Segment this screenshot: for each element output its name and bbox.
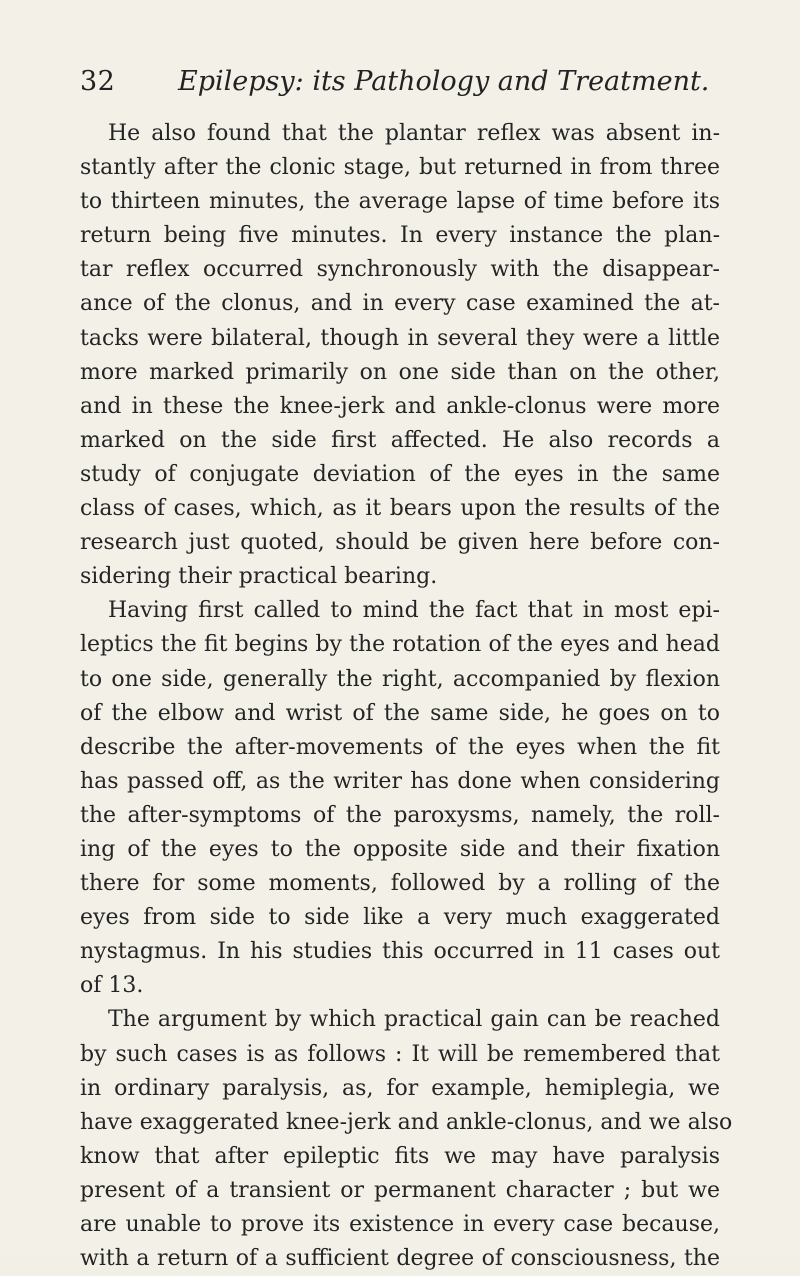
paragraph xyxy=(80,117,720,594)
text-line: of the elbow and wrist of the same side, he goes on to xyxy=(80,700,720,726)
text-line: are unable to prove its existence in every case because, xyxy=(80,1212,720,1237)
body-text xyxy=(80,117,733,1276)
text-line: Having first called to mind the fact that in most epi- xyxy=(108,598,720,624)
text-line: tar reflex occurred synchronously with the disappear- xyxy=(80,257,720,283)
text-line: eyes from side to side like a very much exaggerated xyxy=(80,905,720,931)
text-line: more marked primarily on one side than on the other, xyxy=(80,359,720,385)
text-line: class of cases, which, as it bears upon the results of the xyxy=(80,496,720,522)
text-line: by such cases is as follows : It will be remembered that xyxy=(80,1041,720,1067)
text-line: in ordinary paralysis, as, for example, hemiplegia, we xyxy=(80,1075,720,1101)
text-line: return being five minutes. In every instance the plan- xyxy=(80,223,720,249)
text-line: of 13. xyxy=(80,973,144,999)
text-line: nystagmus. In his studies this occurred in 11 cases out xyxy=(80,939,720,965)
text-line: The argument by which practical gain can be reached xyxy=(108,1007,720,1033)
text-line: He also found that the plantar reflex was absent in- xyxy=(108,121,720,146)
text-line: sidering their practical bearing. xyxy=(80,564,438,590)
text-line: to one side, generally the right, accompanied by flexion xyxy=(80,666,720,692)
text-line: to thirteen minutes, the average lapse of time before its xyxy=(80,189,720,215)
paragraph xyxy=(80,594,720,1003)
text-line: know that after epileptic fits we may have paralysis xyxy=(80,1143,720,1169)
text-line: tacks were bilateral, though in several they were a little xyxy=(80,325,720,351)
text-line: describe the after-movements of the eyes when the fit xyxy=(80,734,720,760)
text-line: the after-symptoms of the paroxysms, namely, the roll- xyxy=(80,802,720,828)
page-header xyxy=(80,66,720,106)
text-line: and in these the knee-jerk and ankle-clonus were more xyxy=(80,393,720,419)
text-line: present of a transient or permanent character ; but we xyxy=(80,1177,720,1203)
text-line: leptics the fit begins by the rotation of the eyes and head xyxy=(80,632,720,658)
page-number: 32 xyxy=(80,66,116,97)
text-line: research just quoted, should be given here before con- xyxy=(80,530,720,556)
text-line: there for some moments, followed by a rolling of the xyxy=(80,871,720,897)
text-line: marked on the side first affected. He also records a xyxy=(80,427,720,453)
text-line: have exaggerated knee-jerk and ankle-clonus, and we also xyxy=(80,1109,733,1135)
text-line: with a return of a sufficient degree of consciousness, the xyxy=(80,1246,720,1272)
text-line: study of conjugate deviation of the eyes in the same xyxy=(80,461,720,487)
text-line: stantly after the clonic stage, but returned in from three xyxy=(80,155,720,181)
text-line: ance of the clonus, and in every case examined the at- xyxy=(80,291,720,317)
text-line: ing of the eyes to the opposite side and their fixation xyxy=(80,836,720,862)
text-line: has passed off, as the writer has done when considering xyxy=(80,768,720,794)
paragraph xyxy=(80,1003,733,1276)
running-title: Epilepsy: its Pathology and Treatment. xyxy=(178,66,710,97)
